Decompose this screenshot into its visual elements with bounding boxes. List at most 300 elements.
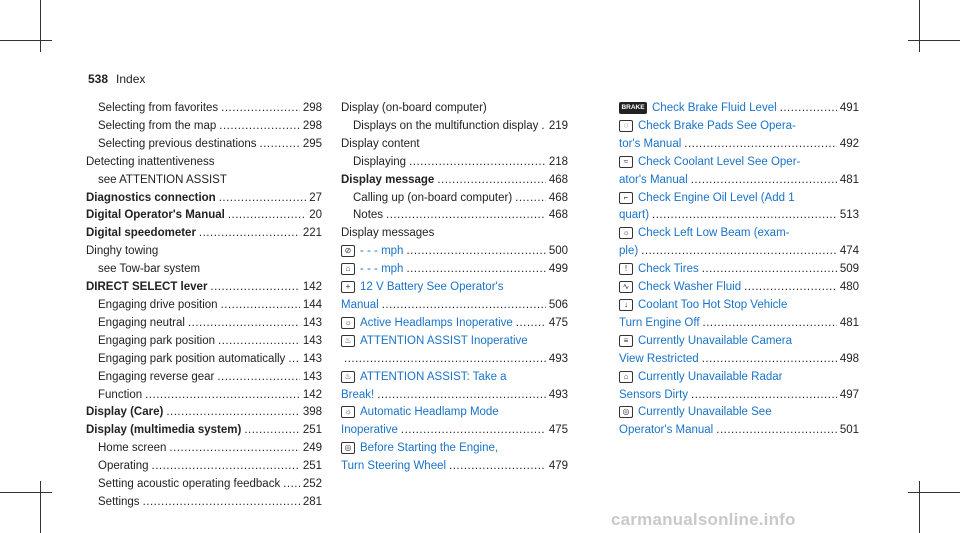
crop-mark	[908, 492, 960, 493]
brake-icon: BRAKE	[619, 102, 647, 114]
entry-label: Selecting previous destinations	[98, 137, 257, 150]
thermometer-icon: ↓	[619, 299, 633, 311]
entry-text	[353, 190, 512, 208]
dot-leader	[386, 207, 546, 225]
index-entry	[341, 100, 568, 118]
entry-link[interactable]	[341, 406, 499, 418]
entry-text	[98, 333, 215, 351]
entry-text	[86, 190, 216, 208]
index-entry	[341, 279, 568, 297]
index-entry	[341, 387, 568, 405]
entry-label: Check Left Low Beam (exam-	[638, 227, 790, 240]
index-entry	[86, 207, 322, 225]
index-entry	[86, 476, 322, 494]
entry-label: Currently Unavailable Radar	[638, 370, 783, 383]
entry-link[interactable]	[341, 387, 374, 405]
entry-text	[86, 279, 207, 297]
page-ref[interactable]: 218	[548, 155, 568, 168]
index-entry	[619, 118, 859, 136]
entry-label: DIRECT SELECT lever	[86, 281, 208, 294]
battery-icon: +	[341, 281, 355, 293]
entry-label: tor's Manual	[619, 137, 682, 150]
entry-link[interactable]	[341, 281, 503, 293]
entry-text	[98, 476, 280, 494]
entry-label: see Tow-bar system	[98, 263, 201, 276]
index-entry	[86, 494, 322, 512]
index-entry	[86, 172, 322, 190]
entry-label: Check Engine Oil Level (Add 1	[638, 191, 795, 204]
dot-leader	[217, 369, 299, 387]
index-entry	[86, 190, 322, 208]
index-entry	[86, 261, 322, 279]
index-entry	[341, 458, 568, 476]
entry-link[interactable]	[619, 120, 796, 132]
page-ref[interactable]: 475	[548, 316, 568, 329]
steering-wheel-icon: ◎	[619, 406, 633, 418]
entry-text	[98, 369, 214, 387]
dot-leader	[684, 136, 837, 154]
index-entry	[86, 243, 322, 261]
page-ref[interactable]: 513	[839, 209, 859, 222]
index-entry	[619, 243, 859, 261]
entry-text	[98, 458, 149, 476]
page-ref[interactable]: 143	[302, 334, 322, 347]
page-ref[interactable]: 491	[839, 102, 859, 114]
entry-text	[86, 225, 196, 243]
entry-text	[341, 102, 487, 114]
entry-link[interactable]	[619, 387, 688, 405]
index-entry	[86, 297, 322, 315]
dot-leader	[169, 440, 299, 458]
dot-leader	[691, 172, 837, 190]
index-column-1	[86, 100, 322, 512]
entry-label: Automatic Headlamp Mode	[360, 406, 499, 419]
page-ref[interactable]: 249	[302, 442, 322, 455]
index-entry	[341, 243, 568, 261]
index-entry	[341, 422, 568, 440]
entry-label: Engaging drive position	[98, 298, 218, 311]
entry-text	[86, 404, 163, 422]
entry-label: Check Coolant Level See Oper-	[638, 155, 801, 168]
entry-link[interactable]	[619, 156, 800, 168]
entry-label: ator's Manual	[619, 173, 688, 186]
entry-label: Display (Care)	[86, 406, 164, 419]
index-entry	[341, 440, 568, 458]
entry-label: Turn Engine Off	[619, 316, 700, 329]
dot-leader	[228, 207, 306, 225]
entry-label: Selecting from the map	[98, 119, 217, 132]
index-entry	[619, 225, 859, 243]
crop-mark	[919, 481, 920, 533]
entry-label: quart)	[619, 209, 650, 222]
dot-leader	[744, 279, 837, 297]
dot-leader	[210, 279, 299, 297]
headlamp-icon: ☼	[341, 406, 355, 418]
section-title: Index	[116, 72, 146, 86]
page-ref[interactable]: 468	[548, 191, 568, 204]
entry-label: Displaying	[353, 155, 407, 168]
index-entry	[86, 387, 322, 405]
page-header	[88, 72, 145, 86]
page-ref[interactable]: 219	[548, 119, 568, 132]
coolant-icon: ≈	[619, 156, 633, 168]
index-entry	[341, 136, 568, 154]
entry-text	[98, 387, 142, 405]
dot-leader	[541, 118, 545, 136]
dot-leader	[702, 261, 837, 279]
dot-leader	[221, 100, 300, 118]
entry-label: View Restricted	[619, 352, 699, 365]
entry-label: Digital speedometer	[86, 227, 196, 240]
dot-leader	[401, 422, 546, 440]
entry-label: Display (multimedia system)	[86, 424, 242, 437]
page-ref[interactable]: 144	[302, 298, 322, 311]
entry-label: Inoperative	[341, 424, 398, 437]
watermark: carmanualsonline.info	[611, 510, 796, 529]
entry-link[interactable]	[619, 227, 789, 239]
index-entry	[619, 422, 859, 440]
page-ref[interactable]: 475	[548, 424, 568, 437]
entry-label: Display (on-board computer)	[341, 102, 487, 114]
entry-label: Engaging neutral	[98, 316, 185, 329]
index-column-2	[341, 100, 568, 476]
entry-label: Check Brake Fluid Level	[652, 102, 777, 114]
index-entry	[619, 207, 859, 225]
page-ref[interactable]: 142	[302, 281, 322, 294]
entry-text	[341, 138, 420, 150]
index-entry	[341, 190, 568, 208]
index-entry	[619, 172, 859, 190]
entry-text	[98, 440, 166, 458]
entry-link[interactable]	[341, 297, 379, 315]
entry-text	[341, 227, 434, 239]
entry-link[interactable]	[341, 335, 528, 347]
entry-link[interactable]	[619, 335, 792, 347]
dot-leader	[652, 207, 837, 225]
crop-mark	[40, 481, 41, 533]
dot-leader	[449, 458, 546, 476]
entry-text	[353, 118, 538, 136]
entry-text	[98, 263, 200, 275]
entry-link[interactable]	[341, 261, 403, 279]
dot-leader	[219, 118, 300, 136]
page-ref[interactable]: 468	[548, 173, 568, 186]
dot-leader	[703, 315, 837, 333]
brake-pad-icon: ◌	[619, 120, 633, 132]
entry-label: Turn Steering Wheel	[341, 460, 447, 473]
car-sensor-icon: ⌂	[619, 371, 633, 383]
entry-label: Check Washer Fluid	[638, 281, 742, 294]
entry-text	[98, 136, 257, 154]
entry-label: Active Headlamps Inoperative	[360, 316, 513, 329]
index-entry	[341, 225, 568, 243]
page-ref[interactable]: 298	[302, 102, 322, 114]
steering-wheel-icon: ◎	[341, 442, 355, 454]
entry-link[interactable]	[619, 243, 638, 261]
entry-text	[98, 351, 285, 369]
dot-leader	[221, 297, 300, 315]
entry-label: Function	[98, 388, 143, 401]
page-ref[interactable]: 474	[839, 245, 859, 258]
entry-label: Before Starting the Engine,	[360, 442, 499, 455]
index-entry	[86, 422, 322, 440]
headlamp-icon: ☼	[341, 317, 355, 329]
page-ref[interactable]: 493	[548, 388, 568, 401]
washer-icon: ∿	[619, 281, 633, 293]
dot-leader	[218, 333, 300, 351]
dot-leader	[199, 225, 300, 243]
dot-leader	[406, 243, 545, 261]
entry-label: Engaging reverse gear	[98, 370, 215, 383]
entry-link[interactable]	[619, 172, 688, 190]
entry-link[interactable]	[619, 136, 681, 154]
index-entry	[619, 351, 859, 369]
dot-leader	[377, 387, 546, 405]
index-entry	[341, 404, 568, 422]
page-ref[interactable]: 501	[839, 424, 859, 437]
coffee-cup-icon: ♨	[341, 335, 355, 347]
page-ref[interactable]: 498	[839, 352, 859, 365]
page-ref[interactable]: 492	[839, 137, 859, 150]
page-ref[interactable]: 398	[302, 406, 322, 419]
entry-link[interactable]	[341, 458, 446, 476]
dot-leader	[143, 494, 300, 512]
index-entry	[86, 100, 322, 118]
entry-label: ple)	[619, 245, 639, 258]
entry-link[interactable]	[619, 299, 787, 311]
index-entry	[86, 118, 322, 136]
entry-text	[98, 494, 140, 512]
index-entry	[341, 297, 568, 315]
entry-label: Manual	[341, 298, 379, 311]
entry-text	[98, 118, 216, 136]
entry-text	[86, 156, 215, 168]
entry-link[interactable]	[619, 371, 782, 383]
dot-leader	[145, 387, 300, 405]
index-entry	[86, 333, 322, 351]
entry-label: Check Tires	[638, 263, 699, 276]
page-ref[interactable]: 493	[548, 352, 568, 365]
page-ref[interactable]: 143	[302, 370, 322, 383]
entry-link[interactable]	[619, 315, 700, 333]
crop-mark	[919, 0, 920, 52]
dot-leader	[780, 100, 837, 118]
page-ref[interactable]: 143	[302, 316, 322, 329]
entry-label: Break!	[341, 388, 375, 401]
entry-link[interactable]	[341, 371, 507, 383]
index-entry	[619, 387, 859, 405]
dot-leader	[515, 190, 546, 208]
entry-link[interactable]	[341, 422, 398, 440]
index-entry	[619, 297, 859, 315]
entry-label: Dinghy towing	[86, 245, 159, 258]
index-entry	[86, 369, 322, 387]
entry-label: ATTENTION ASSIST Inoperative	[360, 334, 528, 347]
entry-label: Operating	[98, 460, 149, 473]
dot-leader	[641, 243, 837, 261]
dot-leader	[382, 297, 546, 315]
page-ref[interactable]: 506	[548, 298, 568, 311]
entry-link[interactable]	[341, 243, 403, 261]
entry-label: Display message	[341, 173, 435, 186]
index-entry	[341, 172, 568, 190]
dot-leader	[344, 351, 546, 369]
entry-link[interactable]	[619, 422, 713, 440]
entry-link[interactable]	[619, 261, 699, 279]
index-entry	[619, 369, 859, 387]
index-entry	[341, 261, 568, 279]
page-ref[interactable]: 221	[302, 227, 322, 240]
page-ref[interactable]: 252	[302, 478, 322, 491]
entry-label: Settings	[98, 495, 140, 508]
entry-label: Calling up (on-board computer)	[353, 191, 513, 204]
entry-link[interactable]	[619, 406, 772, 418]
page-ref[interactable]: 20	[309, 209, 322, 222]
dot-leader	[691, 387, 837, 405]
page-ref[interactable]: 481	[839, 316, 859, 329]
entry-link[interactable]	[341, 442, 498, 454]
entry-label: Currently Unavailable Camera	[638, 334, 793, 347]
entry-label: Displays on the multifunction display	[353, 119, 539, 132]
index-entry	[341, 369, 568, 387]
entry-label: 12 V Battery See Operator's	[360, 281, 504, 294]
index-entry	[619, 315, 859, 333]
entry-label: Engaging park position automatically	[98, 352, 286, 365]
entry-link[interactable]	[619, 100, 777, 118]
entry-text	[353, 154, 406, 172]
entry-link[interactable]	[619, 279, 741, 297]
index-entry	[341, 333, 568, 351]
headlamp-icon: ☼	[619, 227, 633, 239]
page-ref[interactable]: 497	[839, 388, 859, 401]
page-ref[interactable]: 281	[302, 495, 322, 508]
index-entry	[341, 351, 568, 369]
entry-text	[98, 297, 218, 315]
index-entry	[86, 315, 322, 333]
page-ref[interactable]: 251	[302, 424, 322, 437]
entry-label: Engaging park position	[98, 334, 215, 347]
crop-mark	[40, 0, 41, 52]
page-ref[interactable]: 143	[302, 352, 322, 365]
entry-text	[98, 174, 227, 186]
index-entry	[619, 136, 859, 154]
page-number: 538	[88, 72, 109, 86]
page-ref[interactable]: 500	[548, 245, 568, 258]
index-entry	[86, 404, 322, 422]
index-entry	[86, 154, 322, 172]
page-ref[interactable]: 499	[548, 263, 568, 276]
entry-link[interactable]	[619, 192, 795, 204]
page-ref[interactable]: 295	[302, 137, 322, 150]
dot-leader	[516, 315, 546, 333]
index-entry	[86, 279, 322, 297]
entry-text	[341, 172, 434, 190]
entry-text	[98, 315, 185, 333]
index-column-3	[619, 100, 859, 440]
index-entry	[619, 100, 859, 118]
speed-limiter-icon: ⊘	[341, 245, 355, 257]
entry-label: Check Brake Pads See Opera-	[638, 119, 796, 132]
dot-leader	[437, 172, 545, 190]
entry-label: Home screen	[98, 442, 167, 455]
page-ref[interactable]: 481	[839, 173, 859, 186]
page-ref[interactable]: 480	[839, 281, 859, 294]
entry-label: Digital Operator's Manual	[86, 209, 225, 222]
dot-leader	[244, 422, 300, 440]
entry-link[interactable]	[341, 315, 513, 333]
entry-label: Detecting inattentiveness	[86, 155, 215, 168]
dot-leader	[283, 476, 300, 494]
dot-leader	[406, 261, 545, 279]
entry-label: Coolant Too Hot Stop Vehicle	[638, 298, 788, 311]
entry-label: ATTENTION ASSIST: Take a	[360, 370, 507, 383]
crop-mark	[0, 40, 52, 41]
index-entry	[619, 261, 859, 279]
page-ref[interactable]: 27	[309, 191, 322, 204]
dot-leader	[409, 154, 546, 172]
entry-text	[86, 422, 241, 440]
index-entry	[86, 458, 322, 476]
page-ref[interactable]: 251	[302, 460, 322, 473]
index-entry	[86, 440, 322, 458]
index-entry	[619, 279, 859, 297]
dot-leader	[166, 404, 299, 422]
index-entry	[341, 118, 568, 136]
page-ref[interactable]: 479	[548, 460, 568, 473]
entry-link[interactable]	[619, 351, 699, 369]
entry-text	[98, 100, 218, 118]
coffee-cup-icon: ♨	[341, 371, 355, 383]
page-ref[interactable]: 298	[302, 119, 322, 132]
car-sensor-icon: ⌂	[341, 263, 355, 275]
entry-text	[86, 245, 158, 257]
page-ref[interactable]: 142	[302, 388, 322, 401]
index-entry	[619, 333, 859, 351]
dot-leader	[260, 136, 300, 154]
index-entry	[341, 315, 568, 333]
entry-label: Selecting from favorites	[98, 102, 219, 114]
index-entry	[619, 154, 859, 172]
index-entry	[341, 207, 568, 225]
entry-label: - - - mph	[360, 263, 404, 276]
entry-label: Currently Unavailable See	[638, 406, 772, 419]
dot-leader	[716, 422, 837, 440]
index-entry	[86, 351, 322, 369]
index-entry	[341, 154, 568, 172]
entry-label: Display messages	[341, 227, 435, 240]
index-entry	[619, 190, 859, 208]
page-ref[interactable]: 509	[839, 263, 859, 276]
oil-can-icon: ⌐	[619, 192, 633, 204]
dot-leader	[188, 315, 300, 333]
entry-label: see ATTENTION ASSIST	[98, 173, 227, 186]
entry-text	[86, 207, 225, 225]
entry-text	[353, 207, 383, 225]
entry-label: Setting acoustic operating feedback	[98, 478, 281, 491]
entry-link[interactable]	[619, 207, 649, 225]
camera-icon: ≡	[619, 335, 633, 347]
index-entry	[619, 404, 859, 422]
crop-mark	[908, 40, 960, 41]
entry-label: Operator's Manual	[619, 424, 714, 437]
tire-pressure-icon: !	[619, 263, 633, 275]
entry-label: Sensors Dirty	[619, 388, 689, 401]
index-entry	[86, 136, 322, 154]
entry-label: Display content	[341, 137, 420, 150]
page-ref[interactable]: 468	[548, 209, 568, 222]
index-entry	[86, 225, 322, 243]
crop-mark	[0, 492, 52, 493]
